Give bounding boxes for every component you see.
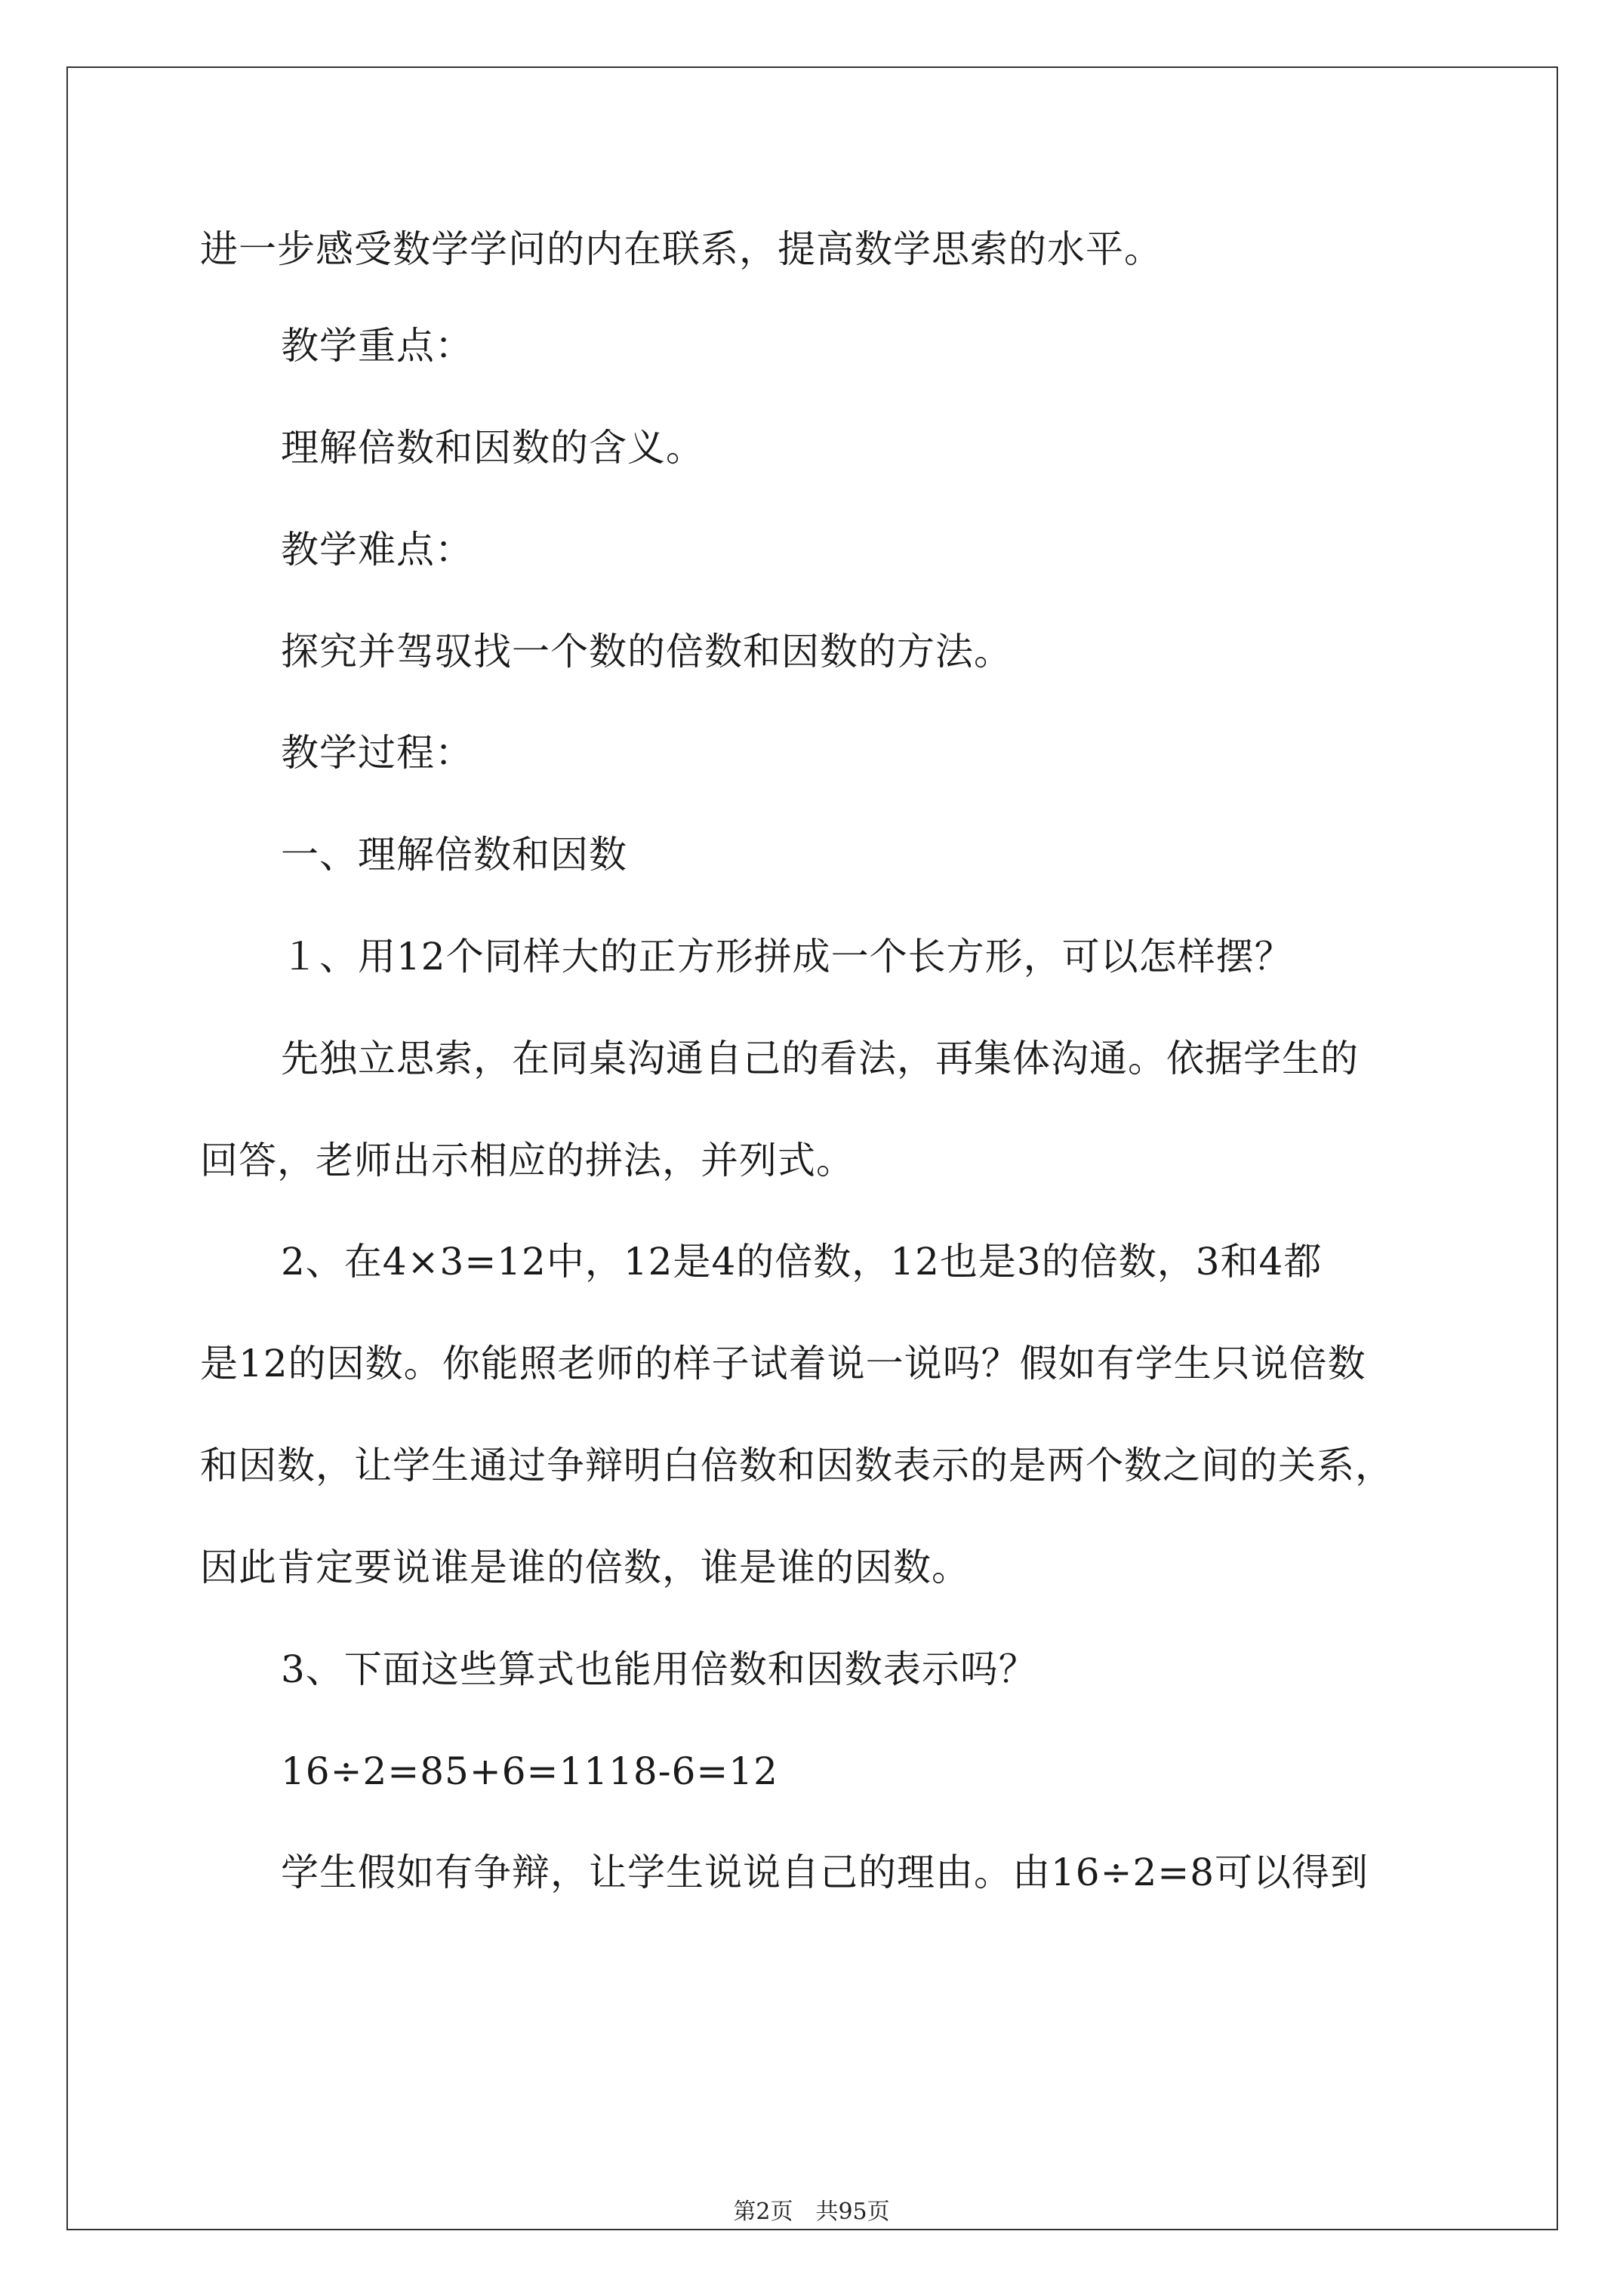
text-line: 理解倍数和因数的含义。	[281, 426, 704, 470]
text-line: 进一步感受数学学问的内在联系，提高数学思索的水平。	[200, 227, 1163, 271]
text-line: 学生假如有争辩，让学生说说自己的理由。由16÷2=8可以得到	[281, 1851, 1369, 1894]
section-heading-process: 教学过程：	[281, 731, 473, 775]
text-line: 因此肯定要说谁是谁的倍数，谁是谁的因数。	[200, 1546, 970, 1589]
text-line: 是12的因数。你能照老师的样子试着说一说吗？假如有学生只说倍数	[200, 1342, 1366, 1385]
equation-line: 16÷2=85+6=1118-6=12	[281, 1749, 778, 1793]
text-line: 回答，老师出示相应的拼法，并列式。	[200, 1139, 855, 1182]
section-heading-difficulties: 教学难点：	[281, 528, 473, 572]
subsection-heading: 一、理解倍数和因数	[281, 833, 627, 877]
section-heading-key-points: 教学重点：	[281, 324, 473, 368]
text-line: １、用12个同样大的正方形拼成一个长方形，可以怎样摆？	[281, 935, 1293, 978]
text-line: 先独立思索，在同桌沟通自己的看法，再集体沟通。依据学生的	[281, 1037, 1359, 1080]
text-line: 和因数，让学生通过争辩明白倍数和因数表示的是两个数之间的关系，	[200, 1444, 1394, 1487]
page-number: 第2页 共95页	[733, 2199, 890, 2225]
text-line: 2、在4×3=12中，12是4的倍数，12也是3的倍数，3和4都	[281, 1240, 1323, 1284]
text-line: 3、下面这些算式也能用倍数和因数表示吗？	[281, 1647, 1037, 1691]
text-line: 探究并驾驭找一个数的倍数和因数的方法。	[281, 630, 1012, 673]
